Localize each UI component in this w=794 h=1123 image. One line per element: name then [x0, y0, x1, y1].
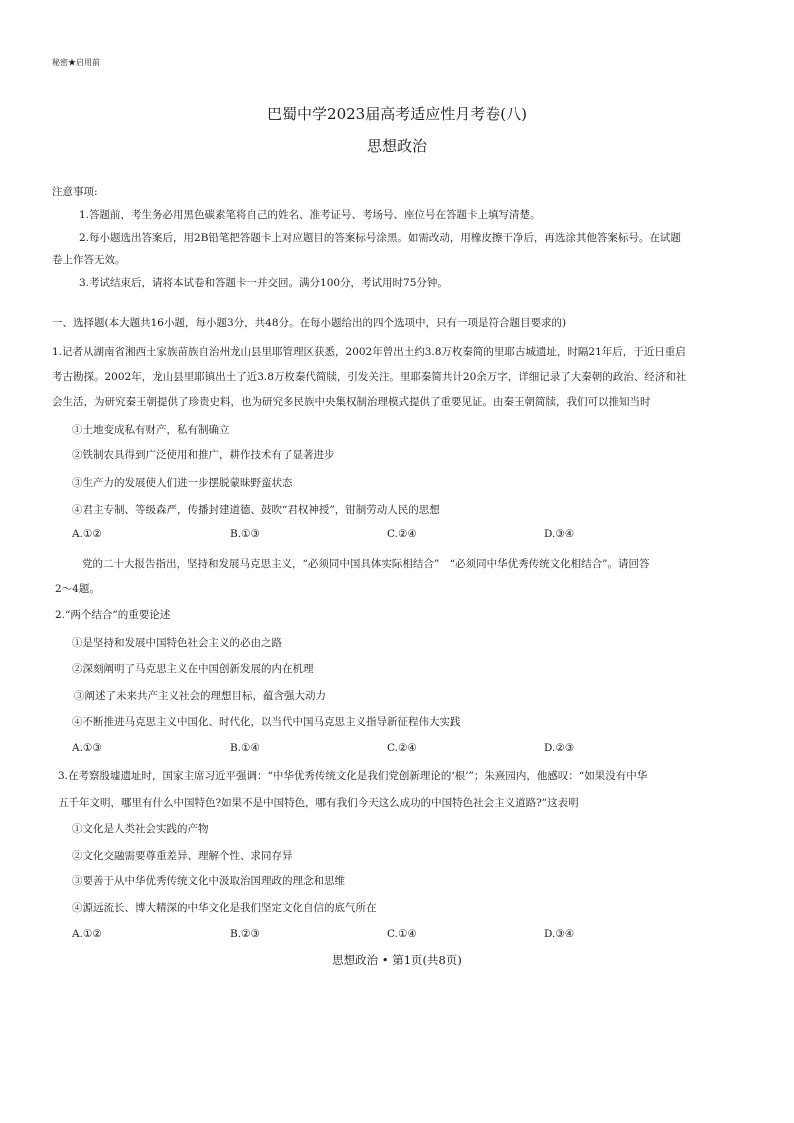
question-2-statement-1: ①是坚持和发展中国特色社会主义的必由之路	[72, 637, 282, 649]
question-2-option-c: C.②④	[387, 742, 417, 754]
question-3-statement-2: ②文化交融需要尊重差异、理解个性、求同存异	[72, 850, 293, 862]
notice-item-3: 3.考试结束后，请将本试卷和答题卡一并交回。满分100分，考试用时75分钟。	[79, 277, 448, 289]
notice-item-2-line-2: 卷上作答无效。	[52, 254, 126, 266]
question-2-option-a: A.①③	[72, 742, 102, 754]
question-1-line-1: 1.记者从湖南省湘西土家族苗族自治州龙山县里耶管理区获悉，2002年曾出土约3.8万枚秦简的里耶古城遗址，时隔21年后，于近日重启	[52, 346, 686, 358]
material-line-2: 2～4题。	[55, 583, 100, 595]
question-1-statement-4: ④君主专制、等级森严，传播封建道德、鼓吹“君权神授”，钳制劳动人民的思想	[72, 504, 440, 516]
question-3-option-b: B.②③	[230, 928, 260, 940]
question-3-line-1: 3.在考察殷墟遗址时，国家主席习近平强调：“中华优秀传统文化是我们党创新理论的‘根’”；朱熹园内，他感叹：“如果没有中华	[58, 770, 648, 782]
question-3-statement-4: ④源远流长、博大精深的中华文化是我们坚定文化自信的底气所在	[72, 902, 377, 914]
subject-title: 思想政治	[366, 137, 427, 155]
question-2-statement-3: ③阐述了未来共产主义社会的理想目标，蕴含强大动力	[74, 690, 326, 702]
question-3-statement-3: ③要善于从中华优秀传统文化中汲取治国理政的理念和思维	[72, 875, 345, 887]
question-2-statement-2: ②深刻阐明了马克思主义在中国创新发展的内在机理	[72, 663, 314, 675]
notice-item-1: 1.答题前，考生务必用黑色碳素笔将自己的姓名、准考证号、考场号、座位号在答题卡上填写清楚。	[79, 209, 541, 221]
question-1-option-a: A.①②	[72, 528, 102, 540]
notice-item-2-line-1: 2.每小题选出答案后，用2B铅笔把答题卡上对应题目的答案标号涂黑。如需改动，用橡皮擦干净后，再选涂其他答案标号。在试题	[79, 232, 681, 244]
question-1-line-3: 会生活，为研究秦王朝提供了珍贵史料，也为研究多民族中央集权制治理模式提供了重要见证。由秦王朝简牍，我们可以推知当时	[52, 396, 651, 408]
question-1-option-d: D.③④	[544, 528, 575, 540]
notice-heading: 注意事项:	[52, 186, 98, 198]
question-1-line-2: 考古勘探。2002年，龙山县里耶镇出土了近3.8万枚秦代简牍，引发关注。里耶秦简共计20余万字，详细记录了大秦朝的政治、经济和社	[52, 371, 687, 383]
material-line-1: 党的二十大报告指出，坚持和发展马克思主义，“必须同中国具体实际相结合” “必须同中华优秀传统文化相结合”。请回答	[82, 558, 650, 570]
question-3-line-2: 五千年文明，哪里有什么中国特色?如果不是中国特色，哪有我们今天这么成功的中国特色社会主义道路?”这表明	[58, 797, 579, 809]
question-1-option-c: C.②④	[387, 528, 417, 540]
question-1-statement-3: ③生产力的发展使人们进一步摆脱蒙昧野蛮状态	[72, 477, 293, 489]
question-2-option-d: D.②③	[544, 742, 575, 754]
page-footer: 思想政治 • 第1页(共8页)	[332, 953, 462, 967]
question-1-statement-1: ①土地变成私有财产，私有制确立	[72, 424, 230, 436]
question-2-stem: 2.“两个结合”的重要论述	[55, 609, 171, 621]
question-3-option-d: D.③④	[544, 928, 575, 940]
question-1-option-b: B.①③	[230, 528, 260, 540]
question-1-statement-2: ②铁制农具得到广泛使用和推广，耕作技术有了显著进步	[72, 449, 335, 461]
secret-label: 秘密★启用前	[52, 58, 100, 67]
section-heading: 一、选择题(本大题共16小题，每小题3分，共48分。在每小题给出的四个选项中，只有一项是符合题目要求的)	[52, 317, 567, 329]
question-2-option-b: B.①④	[230, 742, 260, 754]
question-2-statement-4: ④不断推进马克思主义中国化、时代化，以当代中国马克思主义指导新征程伟大实践	[72, 716, 461, 728]
exam-title: 巴蜀中学2023届高考适应性月考卷(八)	[267, 105, 527, 123]
question-3-statement-1: ①文化是人类社会实践的产物	[72, 823, 209, 835]
question-3-option-c: C.①④	[387, 928, 417, 940]
question-3-option-a: A.①②	[72, 928, 102, 940]
